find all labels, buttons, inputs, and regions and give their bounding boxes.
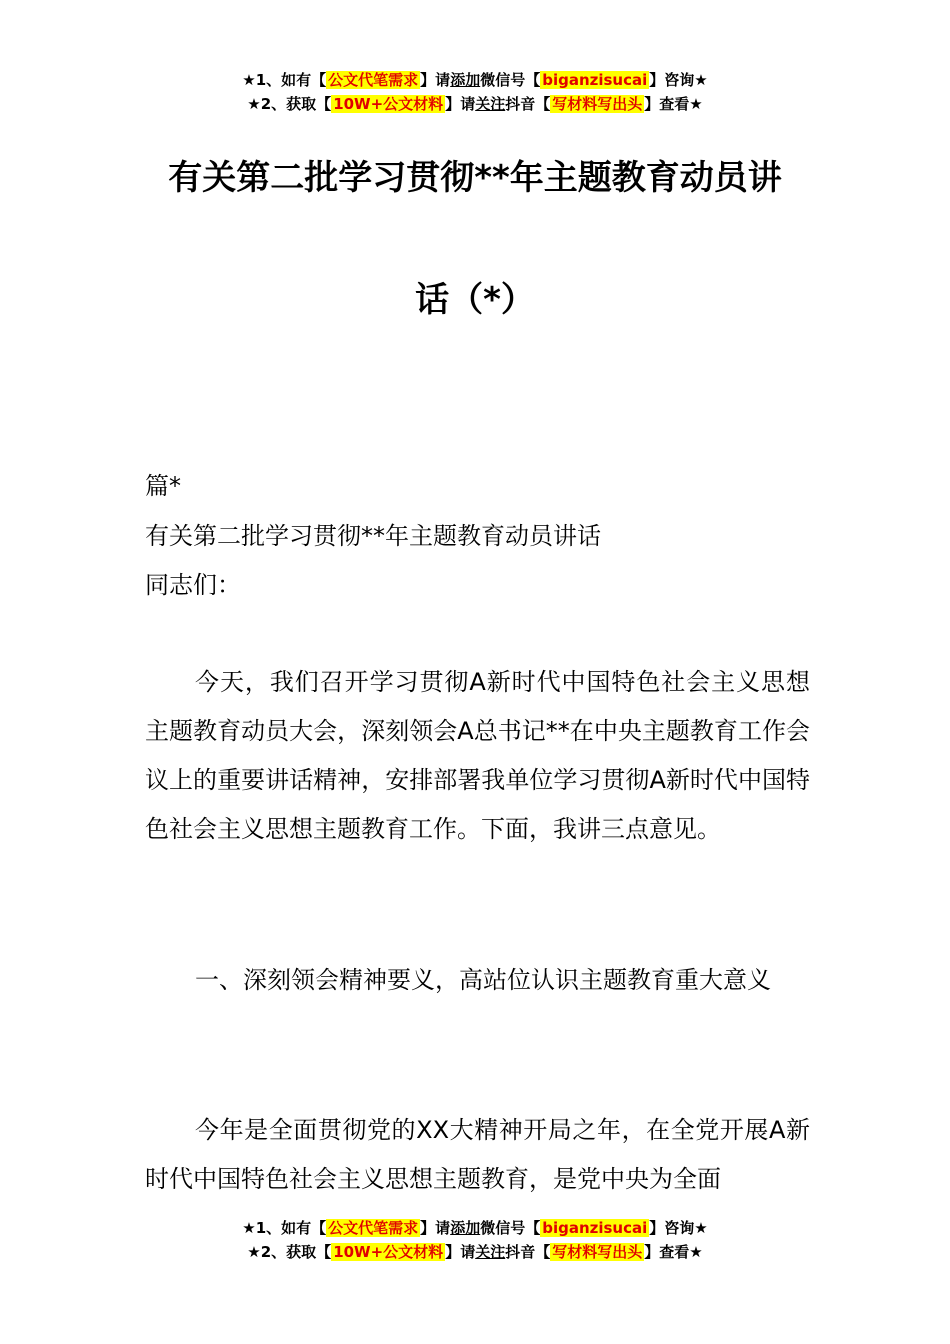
- banner-text: 抖音【: [505, 1243, 551, 1261]
- paragraph: 今天，我们召开学习贯彻A新时代中国特色社会主义思想主题教育动员大会，深刻领会A总书记**在中央主题教育工作会议上的重要讲话精神，安排部署我单位学习贯彻A新时代中国特色社会主义思想主题教育工作。下面，我讲三点意见。: [145, 668, 810, 843]
- banner-line-2: [0, 92, 950, 116]
- banner-underlined: 添加: [450, 71, 481, 89]
- document-subtitle: 有关第二批学习贯彻**年主题教育动员讲话: [145, 522, 601, 550]
- salutation: 同志们：: [145, 571, 241, 599]
- banner-underlined: 关注: [475, 1243, 506, 1261]
- document-title-line-1: 有关第二批学习贯彻**年主题教育动员讲: [168, 158, 782, 198]
- bottom-banner: [0, 1216, 950, 1264]
- section-label: 篇*: [145, 472, 181, 500]
- banner-line-2: [0, 1240, 950, 1264]
- banner-text: 】请: [445, 95, 476, 113]
- banner-text: 微信号【: [480, 1219, 541, 1237]
- top-banner: [0, 68, 950, 116]
- section-heading: 一、深刻领会精神要义，高站位认识主题教育重大意义: [195, 966, 771, 994]
- banner-highlight: biganzisucai: [542, 71, 648, 89]
- banner-text: ★2、获取【: [247, 95, 332, 113]
- banner-text: 】请: [420, 71, 451, 89]
- banner-text: ★2、获取【: [247, 1243, 332, 1261]
- banner-text: 】咨询★: [649, 1219, 708, 1237]
- banner-highlight: 10W+公文材料: [333, 1243, 444, 1261]
- banner-line-1: [0, 68, 950, 92]
- paragraph: 今年是全面贯彻党的XX大精神开局之年，在全党开展A新时代中国特色社会主义思想主题教育，是党中央为全面: [145, 1116, 810, 1193]
- banner-text: 】咨询★: [649, 71, 708, 89]
- banner-text: 】请: [445, 1243, 476, 1261]
- banner-text: 微信号【: [480, 71, 541, 89]
- banner-text: ★1、如有【: [242, 71, 327, 89]
- banner-text: 】查看★: [644, 95, 703, 113]
- banner-text: 】请: [420, 1219, 451, 1237]
- banner-highlight: 写材料写出头: [552, 95, 643, 113]
- banner-underlined: 关注: [475, 95, 506, 113]
- banner-highlight: 10W+公文材料: [333, 95, 444, 113]
- banner-highlight: 写材料写出头: [552, 1243, 643, 1261]
- banner-text: 抖音【: [505, 95, 551, 113]
- banner-highlight: 公文代笔需求: [328, 1219, 419, 1237]
- banner-text: ★1、如有【: [242, 1219, 327, 1237]
- banner-text: 】查看★: [644, 1243, 703, 1261]
- banner-highlight: biganzisucai: [542, 1219, 648, 1237]
- banner-underlined: 添加: [450, 1219, 481, 1237]
- banner-line-1: [0, 1216, 950, 1240]
- document-title-line-2: 话（*）: [415, 280, 535, 320]
- banner-highlight: 公文代笔需求: [328, 71, 419, 89]
